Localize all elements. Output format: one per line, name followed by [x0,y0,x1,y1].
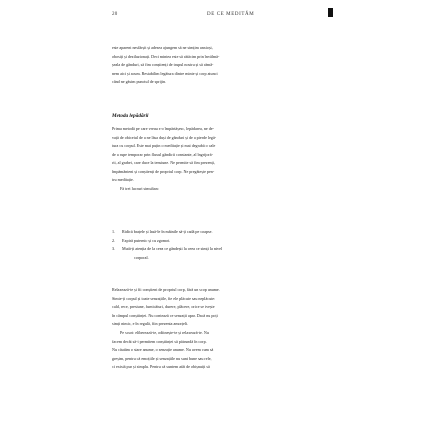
step-text: Ridică brațele și lasă-le în mâinile să-ți cadă pe coapse. [122,229,213,234]
list-item-continuation [112,254,318,263]
text-line: tura cu corpul. Este mai puțin o meditație și mai degrabă o cale [112,143,216,148]
text-line: Pe scurt: eliberează-te, oditnește-te și relaxează-te. Nu [120,330,209,335]
text-line: vață de obiceiul de a ne lăsa duși de gânduri și de a pierde legă- [112,134,217,140]
list-item [112,237,318,246]
text-line: obosiți și deziluzionați. Deci mintea este să rătăcim prin învălmă- [112,53,220,59]
text-line: împământeni și conștienți de propriul corp. Ne pregătește pen- [112,168,215,174]
text-line: ci există pur și simplu. Pentru că suntem atât de obișnuiți să [112,364,210,369]
text-line: nem aici și acum. Restabilim legătura dintre minte și corp atunci [112,70,218,76]
section-heading: Metoda lepădării [112,113,149,119]
step-text: Mută-ți atenția de la ceea ce gândești la ceea ce simți la nivel [122,246,223,251]
text-line: este aparent nesfârșit și adesea ajungem să ne simțim anxioși, [112,45,213,50]
step-number: 2. [112,237,116,243]
step-number: 3. [112,246,116,251]
text-line: facem decât să-i permitem conștiinței să pătrundă în corp. [112,338,207,344]
text-line: în câmpul conștiinței. Nu contează ce senzații apar. Dacă nu poți [112,312,218,318]
list-item [112,245,318,254]
text-line: Prima metodă pe care vreau s-o împărtășesc, lepădarea, ne de- [112,126,214,131]
text-line: Fă trei lucruri simultan: [120,185,159,191]
page-edge-marker [328,8,333,17]
text-line: șeala de gânduri, să fim conștienți de trupul nostru și să rămâ- [112,62,214,67]
text-line: cald, rece, presiune, furnicături, durere, plăcere, orice se ivește [112,304,215,309]
step-text: Expiră puternic și cu zgomot. [122,237,171,243]
text-line: greșim, pentru că emoțiile și senzațiile nu sunt bune sau rele, [112,355,212,361]
text-line: Nu căutăm o stare anume, o senzație anume. Nu avem cum să [112,347,214,352]
page-number: 20 [112,12,118,17]
text-line: simți nimic, e în regulă, fiin prezenta amorțeli. [112,321,189,326]
paragraph-intro [112,44,318,87]
running-head [112,12,333,22]
text-line: Relaxează-te și fii conștient de propriul corp, fără un scop anume. [112,287,220,292]
paragraph-relax [112,286,318,329]
text-line: când ne găsim punctul de sprijin. [112,79,167,84]
text-line: de a rupe temporar prin fluxul gândirii constante, al îngrijoră- [112,151,213,157]
paragraph-method [112,125,318,193]
text-line: Simte-ți corpul și toate senzațiile, fie ele plăcute sau neplăcute: [112,295,216,301]
step-text-continued: corporal. [134,254,149,260]
steps-list [112,228,318,262]
list-item [112,228,318,237]
step-number: 1. [112,229,116,234]
text-line: tru meditație. [112,177,134,182]
book-title: DE CE MEDITĂM [207,12,255,17]
paragraph-summary [112,329,318,372]
text-line: rii, al grabei, care duce la tensiune. Ne permite să fim prezenți, [112,160,215,165]
